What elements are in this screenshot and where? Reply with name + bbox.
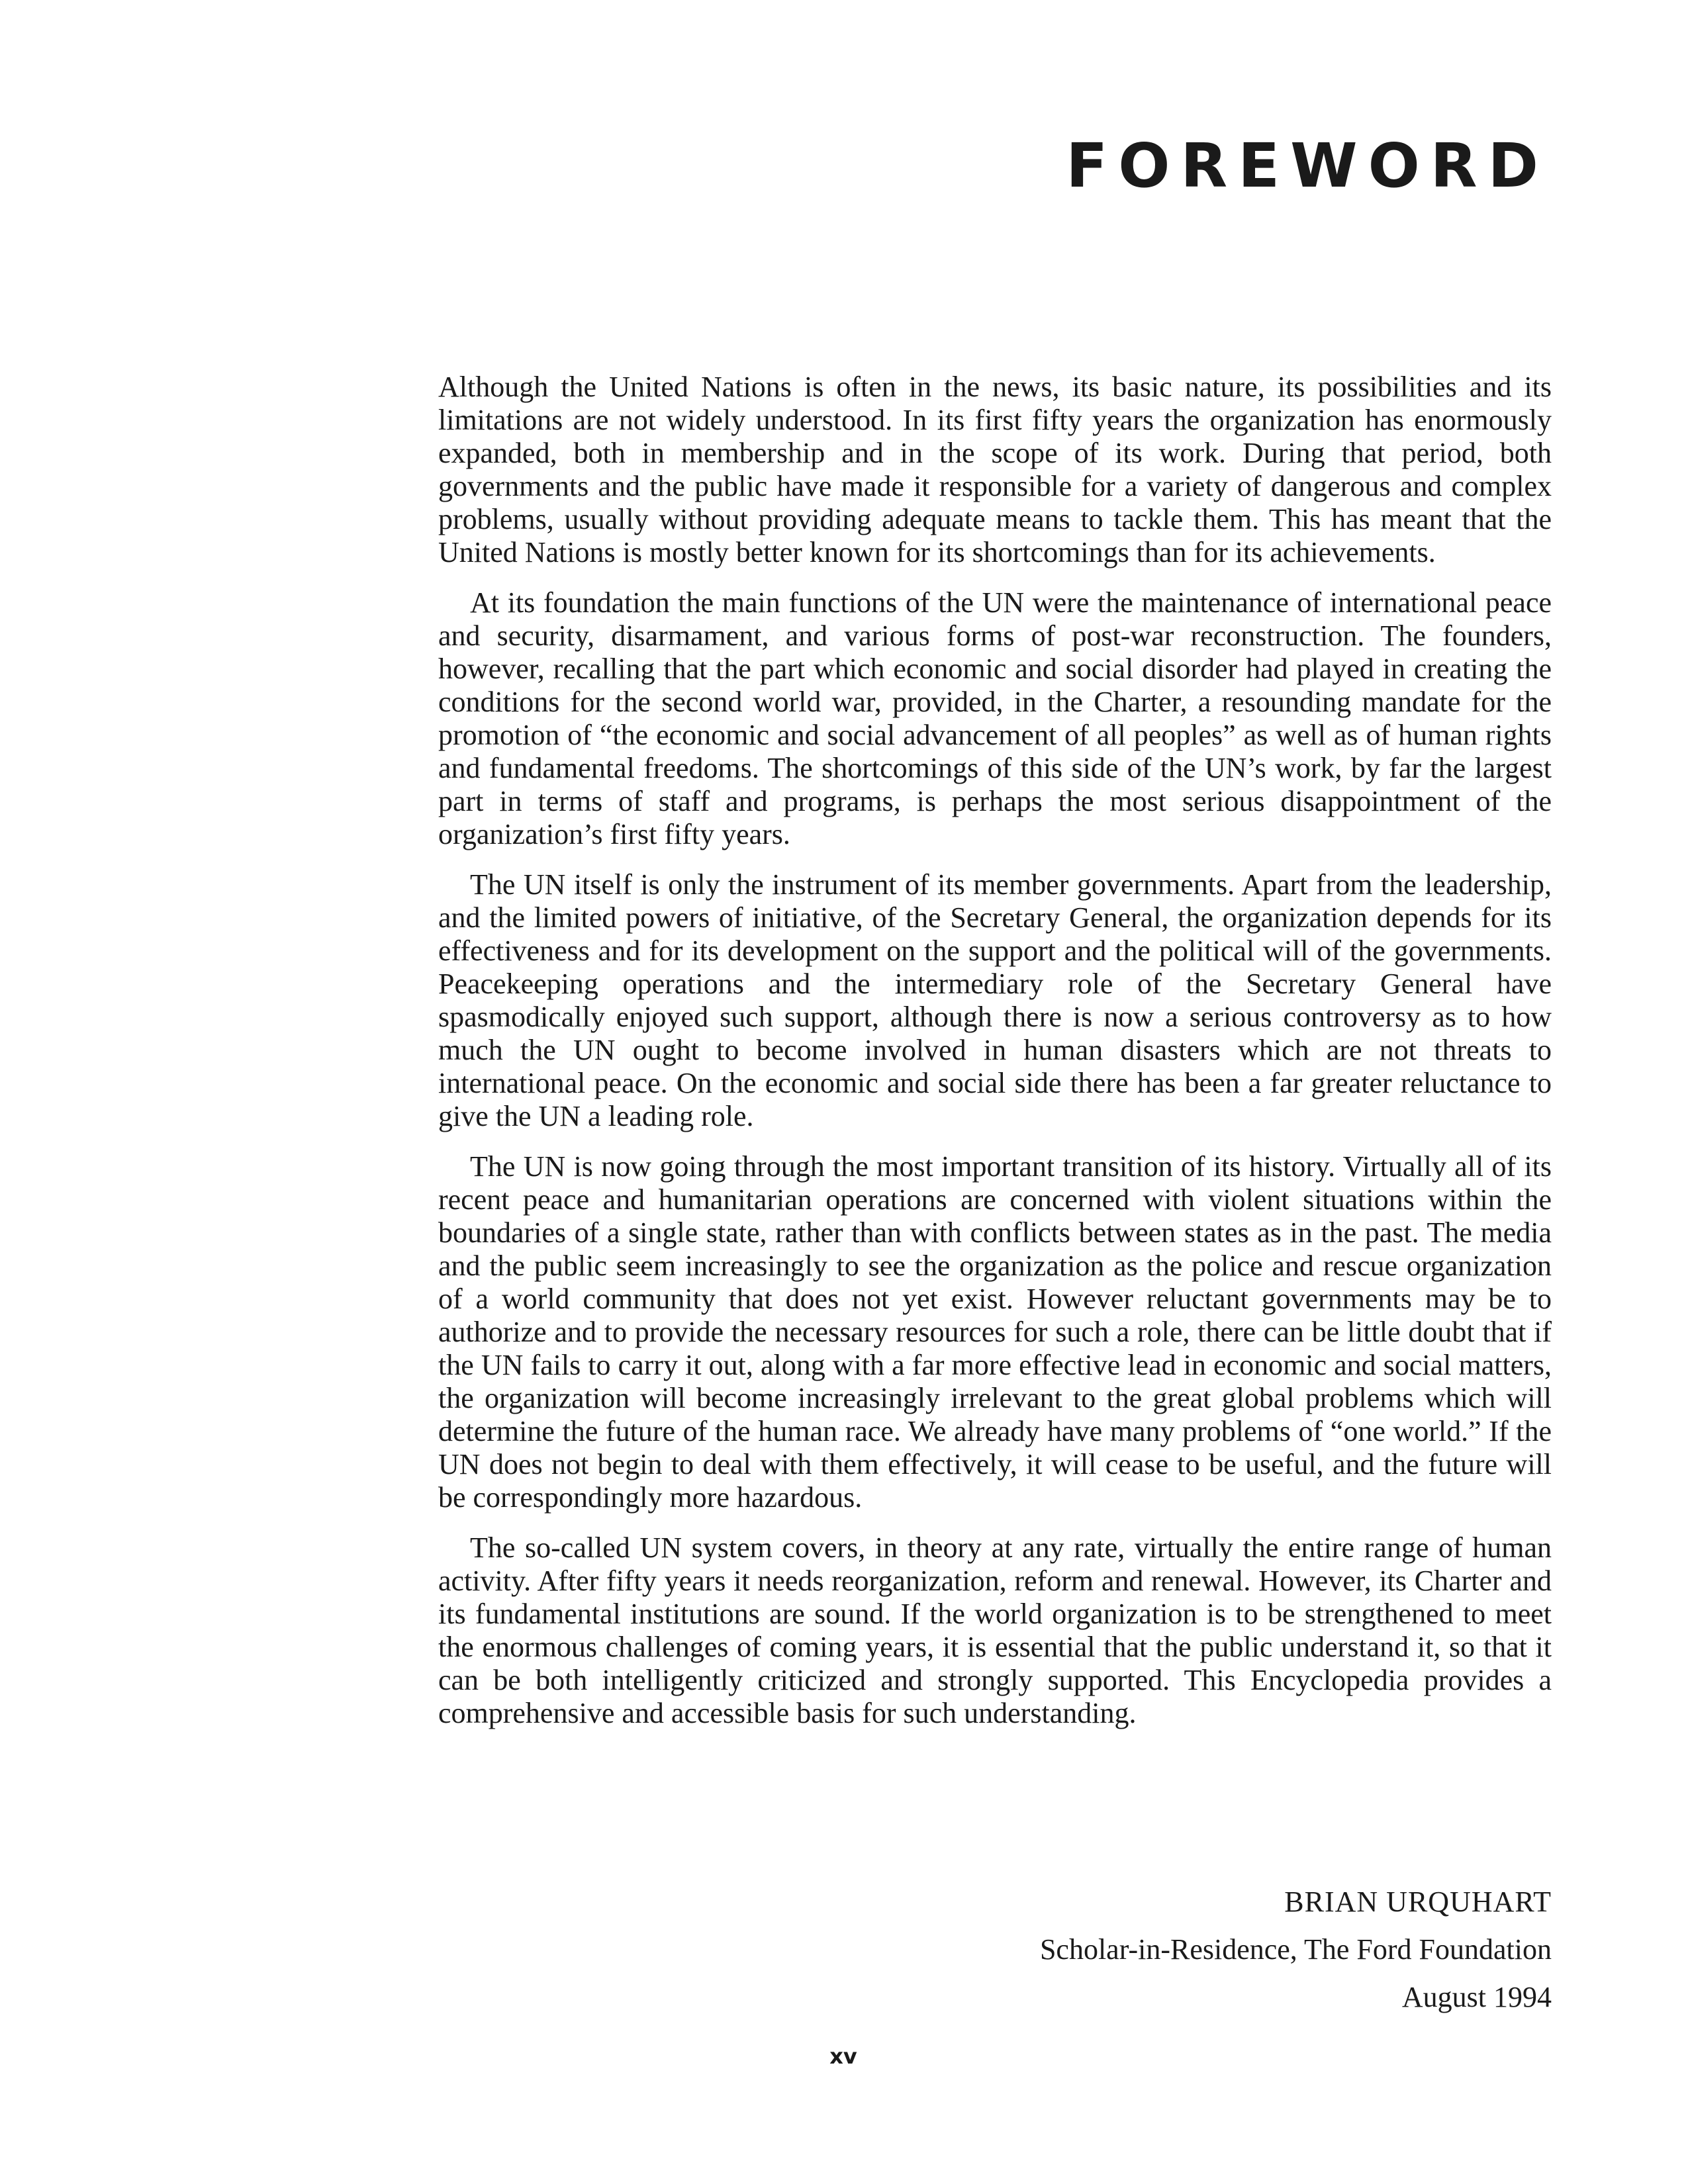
paragraph-3: The UN itself is only the instrument of its member governments. Apart from the leadership, and the limited powers of initiative, of the Secretary General, the organization depends for its effectiveness and for its development on the support and the political will of the governments. Peacekeeping operations and the intermediary role of the Secretary General have spasmodically enjoyed such support, although there is now a serious controversy as to how much the UN ought to become involved in human disasters which are not threats to international peace. On the economic and social side there has been a far greater reluctance to give the UN a leading role. bbox=[438, 868, 1552, 1132]
foreword-body bbox=[438, 371, 1552, 1747]
signature-block bbox=[1040, 1878, 1552, 2021]
page-number: xv bbox=[829, 2044, 857, 2069]
author-name: BRIAN URQUHART bbox=[1284, 1886, 1552, 1918]
paragraph-4: The UN is now going through the most important transition of its history. Virtually all of its recent peace and humanitarian operations are concerned with violent situations within the boundaries of a single state, rather than with conflicts between states as in the past. The media and the public seem increasingly to see the organization as the police and rescue organization of a world community that does not yet exist. However reluctant governments may be to authorize and to provide the necessary resources for such a role, there can be little doubt that if the UN fails to carry it out, along with a far more effective lead in economic and social matters, the organization will become increasingly irrelevant to the great global problems which will determine the future of the human race. We already have many problems of “one world.” If the UN does not begin to deal with them effectively, it will cease to be useful, and the future will be correspondingly more hazardous. bbox=[438, 1150, 1552, 1514]
paragraph-1: Although the United Nations is often in the news, its basic nature, its possibilities and its limitations are not widely understood. In its first fifty years the organization has enormously expanded, both in membership and in the scope of its work. During that period, both governments and the public have made it responsible for a variety of dangerous and complex problems, usually without providing adequate means to tackle them. This has meant that the United Nations is mostly better known for its shortcomings than for its achievements. bbox=[438, 371, 1552, 569]
paragraph-5: The so-called UN system covers, in theory at any rate, virtually the entire range of human activity. After fifty years it needs reorganization, reform and renewal. However, its Charter and its fundamental institutions are sound. If the world organization is to be strengthened to meet the enormous challenges of coming years, it is essential that the public understand it, so that it can be both intelligently criticized and strongly supported. This Encyclopedia provides a comprehensive and accessible basis for such understanding. bbox=[438, 1531, 1552, 1729]
author-affiliation: Scholar-in-Residence, The Ford Foundation bbox=[1039, 1933, 1552, 1966]
foreword-date: August 1994 bbox=[1401, 1981, 1552, 2013]
page-title: FOREWORD bbox=[1066, 130, 1549, 201]
paragraph-2: At its foundation the main functions of the UN were the maintenance of international peace and security, disarmament, and various forms of post-war reconstruction. The founders, however, recalling that the part which economic and social disorder had played in creating the conditions for the second world war, provided, in the Charter, a resounding mandate for the promotion of “the economic and social advancement of all peoples” as well as of human rights and fundamental freedoms. The shortcomings of this side of the UN’s work, by far the largest part in terms of staff and programs, is perhaps the most serious disappointment of the organization’s first fifty years. bbox=[438, 586, 1552, 850]
